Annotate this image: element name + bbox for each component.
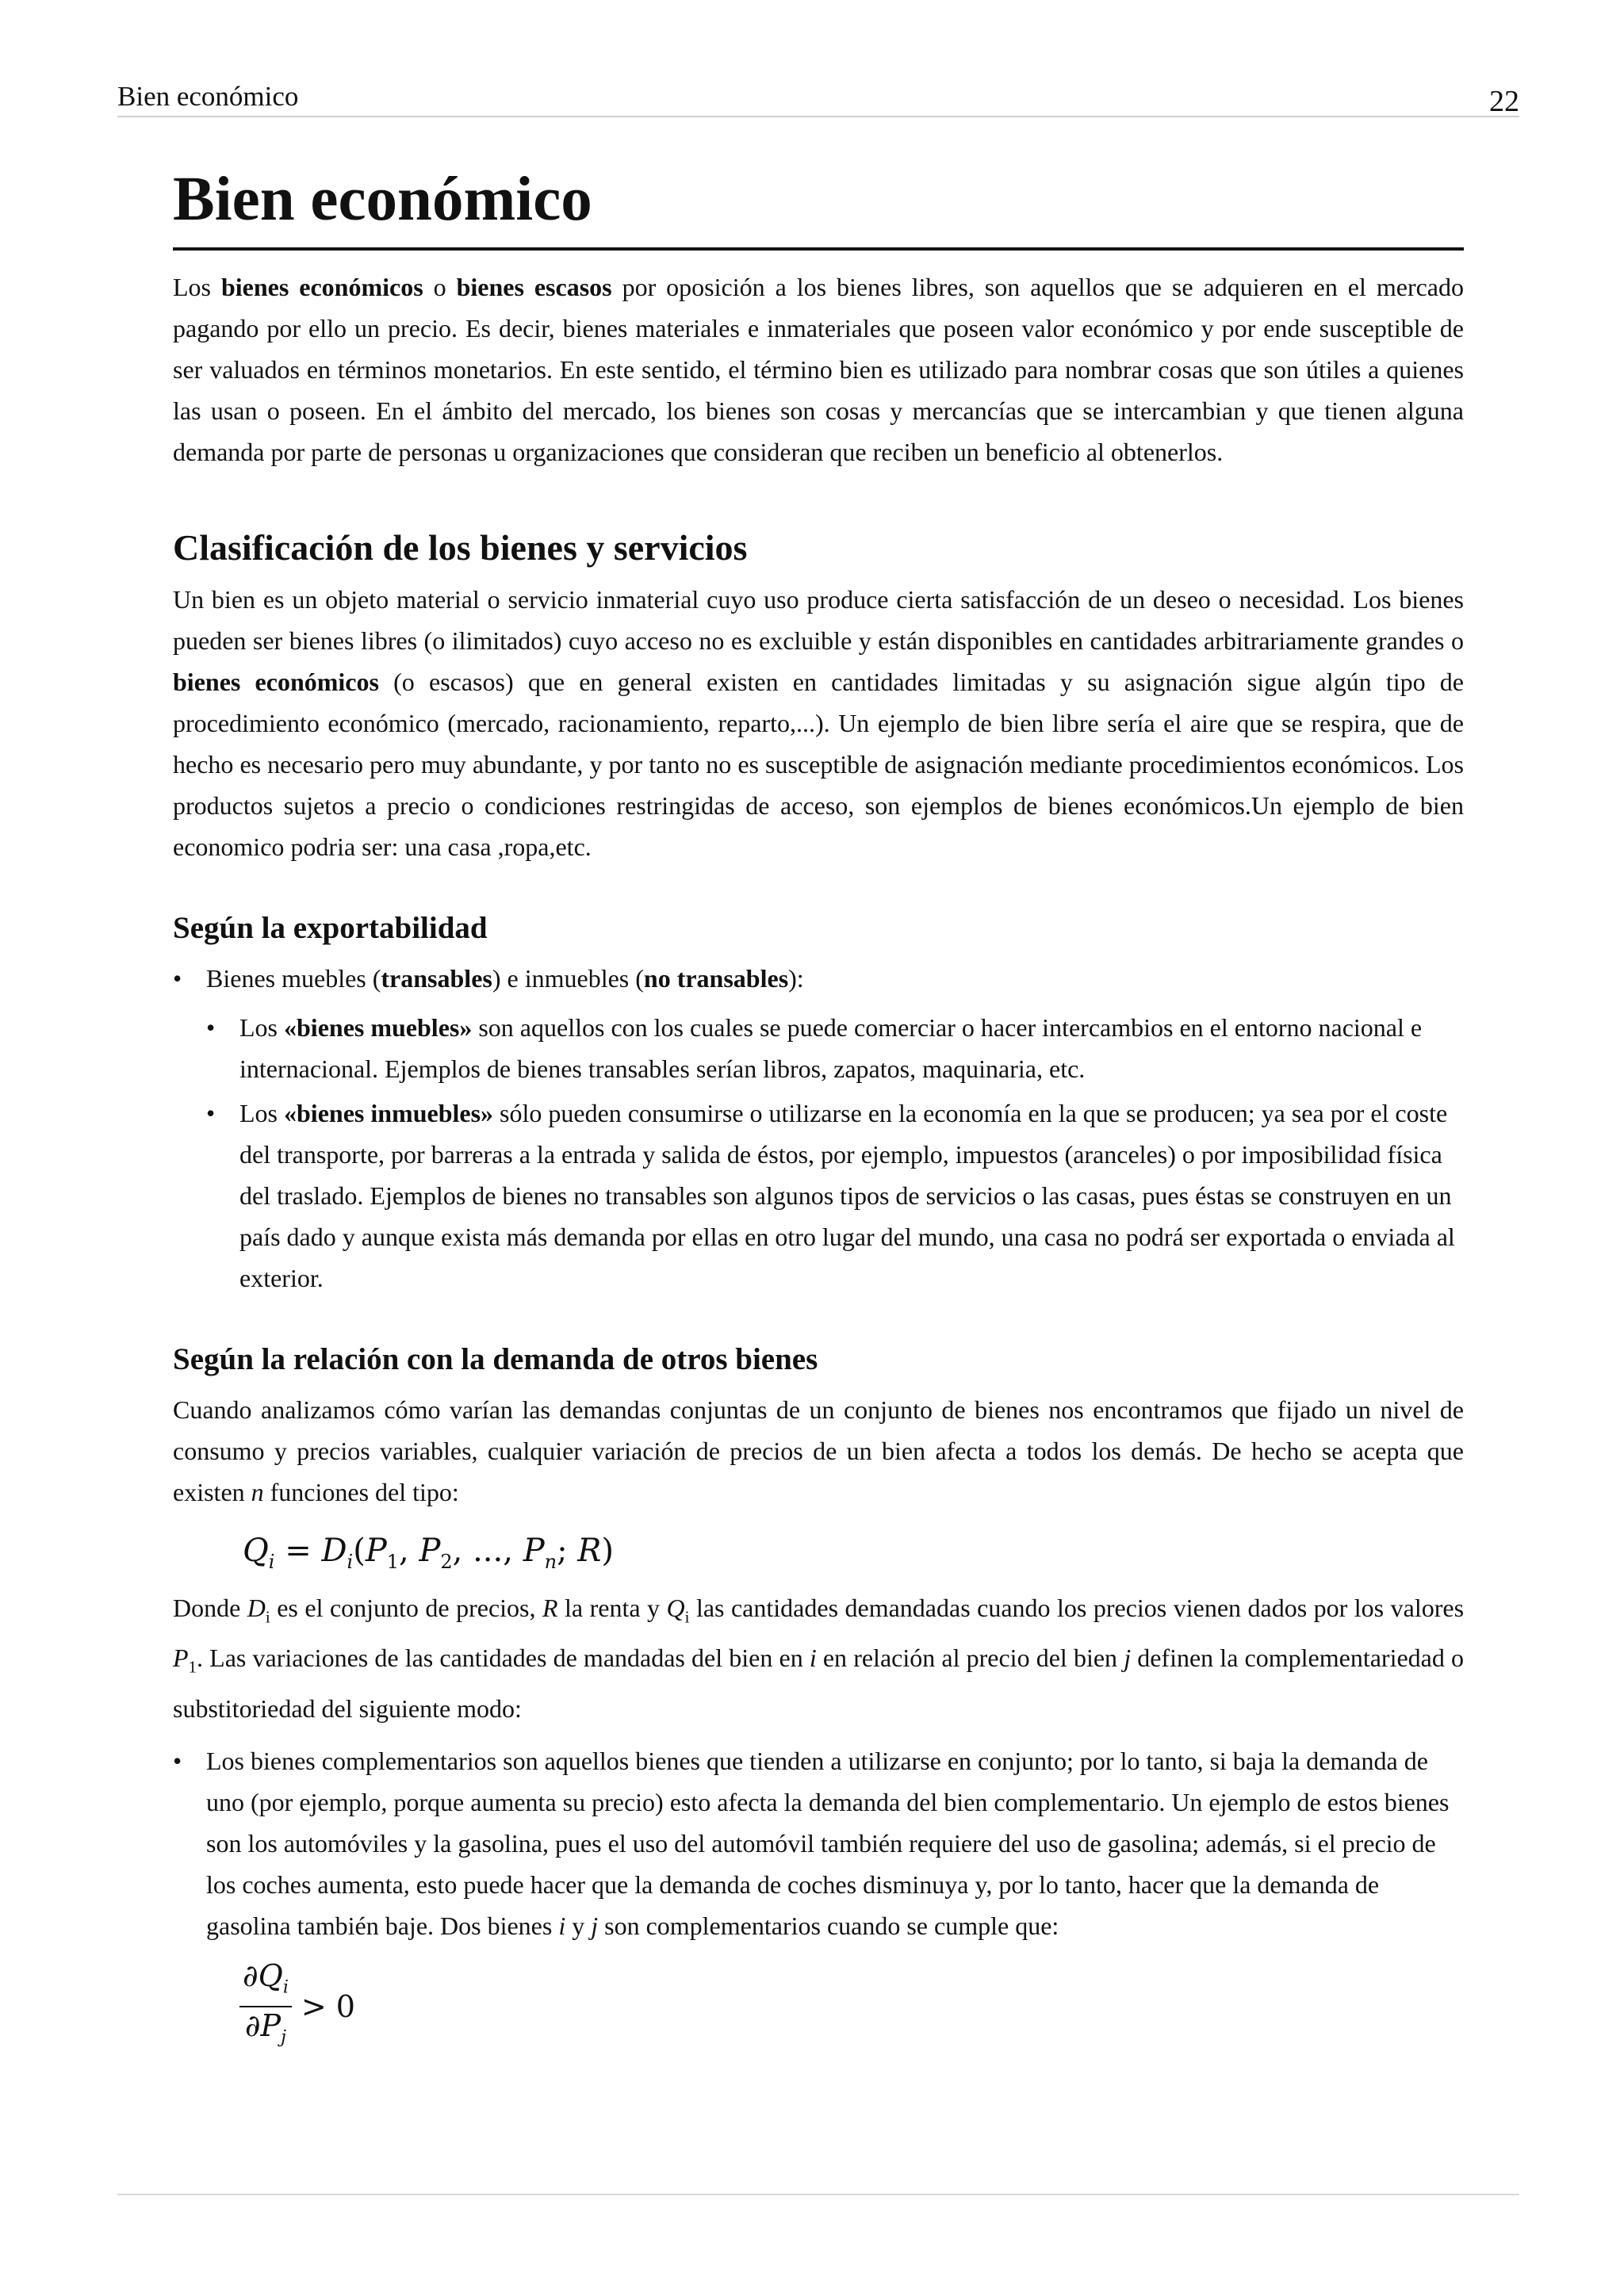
formula-r: R — [577, 1533, 602, 1569]
subitem-bold: «bienes inmuebles» — [284, 1099, 494, 1127]
subitem-text-1: Los — [239, 1013, 284, 1042]
numerator-sub-i: i — [282, 1977, 289, 1998]
formula-sub-1: 1 — [386, 1551, 400, 1573]
donde-text-1: Donde — [173, 1594, 247, 1622]
item-text-1: Bienes muebles ( — [206, 964, 381, 993]
list-item-bienes-complementarios — [173, 1740, 1464, 1946]
formula-sep: , — [452, 1533, 473, 1569]
item-bold-no-transables: no transables — [643, 964, 789, 993]
formula-sub-2: 2 — [440, 1551, 453, 1573]
donde-i: i — [809, 1644, 817, 1673]
list-item-bienes-muebles — [173, 1007, 1464, 1089]
intro-bold-bienes-economicos: bienes económicos — [220, 273, 423, 301]
formula-open: ( — [353, 1533, 366, 1569]
formula-p: P — [419, 1533, 441, 1569]
denominator-dp: ∂P — [244, 2008, 282, 2044]
intro-text-3: por oposición a los bienes libres, son aquellos que se adquieren en el mercado pagando por ello un precio. Es decir, bienes materiales e inmateriales que poseen valor económico y por ende susceptible de ser valuados en términos monetarios. En este sentido, el término bien es utilizado para nombrar cosas que son útiles a quienes las usan o poseen. En el ámbito del mercado, los bienes son cosas y mercancías que se intercambian y que tienen alguna demanda por parte de personas u organizaciones que consideran que reciben un beneficio al obtenerlos. — [173, 273, 1465, 466]
donde-sub-i: i — [265, 1607, 270, 1627]
denominator-sub-j: j — [281, 2027, 286, 2048]
donde-j: j — [1124, 1644, 1132, 1673]
donde-p: P — [173, 1644, 189, 1673]
demand-function-formula — [243, 1525, 1464, 1587]
intro-paragraph — [173, 266, 1464, 473]
relacion-paragraph — [173, 1389, 1464, 1513]
item-text-2: ) e inmuebles ( — [492, 964, 644, 993]
fraction-numerator — [239, 1957, 292, 2008]
formula-sub-i: i — [268, 1551, 275, 1573]
list-item-bienes-inmuebles — [173, 1093, 1464, 1299]
bullet-icon: • — [173, 964, 182, 993]
relacion-text-1: Cuando analizamos cómo varían las demandas conjuntas de un conjunto de bienes nos encontramos que fijado un nivel de consumo y precios variables, cualquier variación de precios de un bien afecta a todos los demás. De hecho se acepta que existen — [173, 1395, 1464, 1506]
formula-dots: ... — [473, 1533, 504, 1569]
heading-exportabilidad: Según la exportabilidad — [173, 911, 488, 945]
formula-sub-i: i — [347, 1551, 354, 1573]
numerator-dq: ∂Q — [243, 1957, 283, 1993]
formula-equals: = — [274, 1533, 322, 1569]
formula-semicolon: ; — [557, 1533, 578, 1569]
donde-text-5: . Las variaciones de las cantidades de mandadas del bien en — [197, 1644, 810, 1673]
formula-sub-n: n — [544, 1551, 557, 1573]
intro-text-1: Los — [173, 273, 221, 301]
complementarios-i: i — [558, 1911, 566, 1940]
formula-q: Q — [243, 1533, 269, 1569]
heading-relacion-demanda: Según la relación con la demanda de otros bienes — [173, 1342, 818, 1376]
donde-sub-1: 1 — [188, 1657, 197, 1677]
formula-sep: , — [503, 1533, 523, 1569]
clasificacion-paragraph — [173, 579, 1464, 867]
article-content — [173, 155, 1464, 2057]
exportabilidad-list — [173, 958, 1464, 1299]
heading-clasificacion: Clasificación de los bienes y servicios — [173, 527, 748, 568]
partial-derivative-fraction — [239, 1957, 292, 2057]
formula-p: P — [365, 1533, 387, 1569]
formula-close: ) — [601, 1533, 615, 1569]
intro-bold-bienes-escasos: bienes escasos — [456, 273, 612, 301]
subitem-bold: «bienes muebles» — [284, 1013, 473, 1042]
donde-d: D — [247, 1594, 266, 1622]
formula-d: D — [321, 1533, 347, 1569]
intro-text-2: o — [423, 273, 457, 301]
article-title: Bien económico — [173, 155, 1464, 251]
donde-text-7: definen la complementariedad o substitoriedad del siguiente modo: — [173, 1644, 1465, 1723]
list-item-muebles-inmuebles — [173, 958, 1464, 1299]
donde-text-3: la renta y — [557, 1594, 667, 1622]
relacion-italic-n: n — [251, 1478, 264, 1506]
relacion-text-2: funciones del tipo: — [263, 1478, 459, 1506]
donde-text-2: es el conjunto de precios, — [270, 1594, 542, 1622]
complementarios-list — [173, 1740, 1464, 1946]
bullet-icon: • — [173, 1746, 182, 1775]
running-header — [117, 79, 1519, 117]
complementarios-text-2: y — [565, 1911, 592, 1940]
donde-r: R — [542, 1594, 558, 1622]
clasificacion-text-1: Un bien es un objeto material o servicio inmaterial cuyo uso produce cierta satisfacción de un deseo o necesidad. Los bienes pueden ser bienes libres (o ilimitados) cuyo acceso no es excluible y están disponibles en cantidades arbitrariamente grandes o — [173, 585, 1464, 655]
item-bold-transables: transables — [381, 964, 492, 993]
bullet-icon: • — [206, 1013, 216, 1042]
complementarios-text-3: son complementarios cuando se cumple que: — [598, 1911, 1059, 1940]
clasificacion-bold: bienes económicos — [173, 668, 379, 696]
formula-p: P — [523, 1533, 545, 1569]
footer-rule — [117, 2194, 1519, 2195]
clasificacion-text-2: (o escasos) que en general existen en cantidades limitadas y su asignación sigue algún tipo de procedimiento económico (mercado, racionamiento, reparto,...). Un ejemplo de bien libre sería el aire que se respira, que de hecho es necesario pero muy abundante, y por tanto no es susceptible de asignación mediante procedimientos económicos. Los productos sujetos a precio o condiciones restringidas de acceso, son ejemplos de bienes económicos.Un ejemplo de bien economico podria ser: una casa ,ropa,etc. — [173, 668, 1465, 861]
subitem-text-2: sólo pueden consumirse o utilizarse en la economía en la que se producen; ya sea por el coste del transporte, por barreras a la entrada y salida de éstos, por ejemplo, impuestos (aranceles) o por imposibilidad física del traslado. Ejemplos de bienes no transables son algunos tipos de servicios o las casas, pues éstas se construyen en un país dado y aunque exista más demanda por ellas en otro lugar del mundo, una casa no podrá ser exportada o enviada al exterior. — [239, 1099, 1455, 1292]
bullet-icon: • — [206, 1099, 216, 1127]
complementarity-condition-formula — [239, 1957, 1464, 2057]
page-number: 22 — [1489, 85, 1519, 118]
fraction-denominator — [242, 2007, 289, 2057]
donde-sub-i: i — [684, 1607, 690, 1627]
subitem-text-2: son aquellos con los cuales se puede comerciar o hacer intercambios en el entorno nacional e internacional. Ejemplos de bienes transables serían libros, zapatos, maquinaria, etc. — [239, 1013, 1423, 1083]
donde-paragraph — [173, 1587, 1464, 1729]
formula-sep: , — [399, 1533, 419, 1569]
subitem-text-1: Los — [239, 1099, 284, 1127]
donde-q: Q — [666, 1594, 685, 1622]
item-text-3: ): — [788, 964, 804, 993]
donde-text-6: en relación al precio del bien — [816, 1644, 1124, 1673]
donde-text-4: las cantidades demandadas cuando los precios vienen dados por los valores — [689, 1594, 1465, 1622]
running-header-title: Bien económico — [117, 81, 299, 112]
greater-than-zero: > 0 — [301, 1989, 355, 2025]
complementarios-text-1: Los bienes complementarios son aquellos bienes que tienden a utilizarse en conjunto; por lo tanto, si baja la demanda de uno (por ejemplo, porque aumenta su precio) esto afecta la demanda del bien complementario. Un ejemplo de estos bienes son los automóviles y la gasolina, pues el uso del automóvil también requiere del uso de gasolina; además, si el precio de los coches aumenta, esto puede hacer que la demanda de coches disminuya y, por lo tanto, hacer que la demanda de gasolina también baje. Dos bienes — [206, 1746, 1450, 1940]
exportabilidad-sublist — [173, 1007, 1464, 1299]
complementarios-j: j — [591, 1911, 599, 1940]
